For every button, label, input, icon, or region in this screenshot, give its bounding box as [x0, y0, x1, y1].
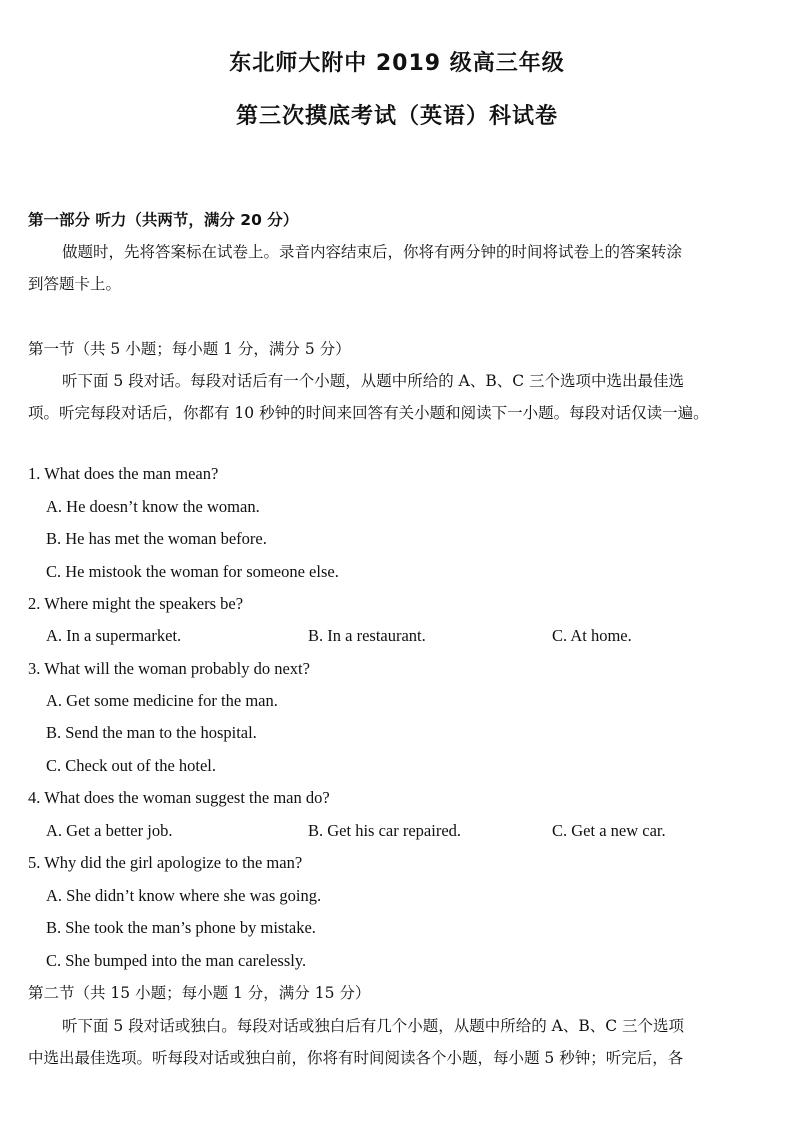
- question-2-option-c: C. At home.: [552, 626, 632, 645]
- part1-instruction-line2: 到答题卡上。: [28, 275, 122, 293]
- question-1-option-b: B. He has met the woman before.: [46, 529, 267, 548]
- exam-title-line2: 第三次摸底考试（英语）科试卷: [235, 104, 558, 129]
- question-4-option-c: C. Get a new car.: [552, 821, 666, 840]
- section1-instruction-line2: 项。听完每段对话后，你都有 10 秒钟的时间来回答有关小题和阅读下一小题。每段对话仅读一遍。: [28, 404, 709, 422]
- question-4-option-b: B. Get his car repaired.: [308, 821, 462, 840]
- question-5-option-b: B. She took the man’s phone by mistake.: [46, 918, 316, 937]
- section2-heading: 第二节（共 15 小题；每小题 1 分，满分 15 分）: [28, 984, 371, 1002]
- section1-instruction-line1: 听下面 5 段对话。每段对话后有一个小题，从题中所给的 A、B、C 三个选项中选出最佳选: [62, 372, 685, 390]
- question-5-option-a: A. She didn’t know where she was going.: [46, 886, 322, 905]
- question-4-option-a: A. Get a better job.: [46, 821, 173, 840]
- question-1-stem: 1. What does the man mean?: [28, 464, 219, 483]
- part1-heading: 第一部分 听力（共两节，满分 20 分）: [28, 211, 299, 229]
- question-3-option-c: C. Check out of the hotel.: [46, 756, 217, 775]
- question-1-option-a: A. He doesn’t know the woman.: [46, 497, 260, 516]
- section2-instruction-line1: 听下面 5 段对话或独白。每段对话或独白后有几个小题，从题中所给的 A、B、C 三个选项: [62, 1017, 685, 1035]
- exam-title-line1: 东北师大附中 2019 级高三年级: [229, 51, 565, 76]
- question-5-option-c: C. She bumped into the man carelessly.: [46, 951, 307, 970]
- question-1-option-c: C. He mistook the woman for someone else.: [46, 562, 339, 581]
- question-2-option-b: B. In a restaurant.: [308, 626, 426, 645]
- section1-heading: 第一节（共 5 小题；每小题 1 分，满分 5 分）: [28, 340, 351, 358]
- section2-instruction-line2: 中选出最佳选项。听每段对话或独白前，你将有时间阅读各个小题，每小题 5 秒钟；听完后，各: [28, 1049, 684, 1067]
- question-5-stem: 5. Why did the girl apologize to the man?: [28, 853, 303, 872]
- part1-instruction-line1: 做题时，先将答案标在试卷上。录音内容结束后，你将有两分钟的时间将试卷上的答案转涂: [62, 243, 683, 261]
- question-3-option-a: A. Get some medicine for the man.: [46, 691, 278, 710]
- question-3-option-b: B. Send the man to the hospital.: [46, 723, 257, 742]
- question-2-option-a: A. In a supermarket.: [46, 626, 182, 645]
- question-4-stem: 4. What does the woman suggest the man do?: [28, 788, 330, 807]
- question-2-stem: 2. Where might the speakers be?: [28, 594, 244, 613]
- question-3-stem: 3. What will the woman probably do next?: [28, 659, 310, 678]
